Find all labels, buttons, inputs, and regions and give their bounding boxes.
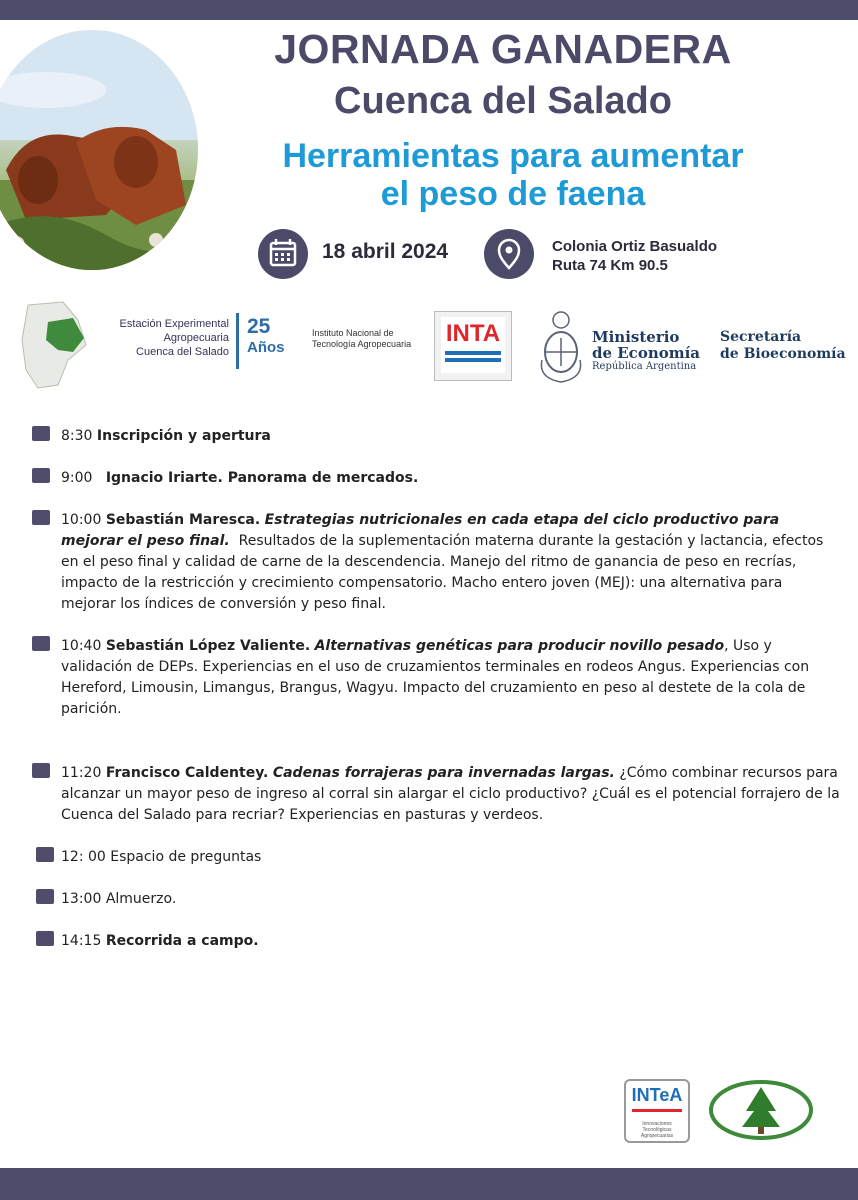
- eea-line-3: Cuenca del Salado: [136, 346, 229, 358]
- agenda-speaker: Sebastián López Valiente.: [105, 638, 311, 654]
- event-region: Cuenca del Salado: [334, 80, 672, 122]
- education-center-logo: [708, 1079, 814, 1141]
- eea-years-word: Años: [247, 339, 285, 356]
- bottom-band: [0, 1168, 858, 1200]
- agenda-talk-title: Estrategias nutricionales en cada etapa del ciclo productivo para mejorar el peso final.: [61, 512, 780, 549]
- bullet-icon: [36, 889, 54, 904]
- agenda-item: [61, 636, 841, 720]
- inta-desc-line-2: Tecnología Agropecuaria: [312, 339, 412, 349]
- agenda-time: 10:00: [61, 512, 102, 528]
- bullet-icon: [32, 636, 50, 651]
- agenda-item: [61, 510, 841, 615]
- agenda-description: , Uso y validación de DEPs. Experiencias en el uso de cruzamientos terminales en rodeos Angus. Experiencias con Hereford, Limousin, Limangus, Brangus, Wagyu. Impacto del cruzamiento en peso al destete de la cola de parición.: [61, 638, 810, 717]
- location-pin-icon: [484, 229, 534, 279]
- agenda-item: [61, 763, 841, 826]
- subtitle-line-1: Herramientas para aumentar: [282, 137, 744, 175]
- agenda-item: [61, 468, 831, 489]
- inta-logo: [434, 311, 512, 381]
- agenda-time: 9:00: [61, 470, 93, 486]
- ministerio-line-1: Ministerio: [592, 328, 680, 346]
- eea-years-number: 25: [247, 315, 271, 338]
- event-date: 18 abril 2024: [322, 240, 449, 263]
- top-band: [0, 0, 858, 20]
- ministerio-line-3: República Argentina: [592, 361, 697, 372]
- bullet-icon: [32, 763, 50, 778]
- inta-logo-text: INTA: [445, 320, 501, 347]
- eea-anniversary: [247, 316, 285, 358]
- secretaria-line-2: de Bioeconomía: [720, 346, 846, 362]
- agenda-title: Almuerzo.: [105, 891, 177, 907]
- agenda-time: 13:00: [61, 891, 102, 907]
- agenda-talk-title: Alternativas genéticas para producir novillo pesado: [314, 638, 725, 654]
- agenda-title: Espacio de preguntas: [110, 849, 262, 865]
- agenda-time: 10:40: [61, 638, 102, 654]
- secretaria-logo-text: [720, 329, 846, 363]
- event-subtitle: [210, 137, 816, 213]
- bullet-icon: [32, 426, 50, 441]
- calendar-icon: [258, 229, 308, 279]
- inta-desc-line-1: Instituto Nacional de: [312, 328, 394, 338]
- eea-line-1: Estación Experimental: [119, 318, 229, 330]
- agenda-speaker: Francisco Caldentey.: [105, 765, 269, 781]
- ministerio-logo-text: [592, 329, 700, 373]
- agenda-title: Ignacio Iriarte. Panorama de mercados.: [105, 470, 419, 486]
- eea-divider: [236, 313, 239, 369]
- agenda-item: [61, 426, 831, 447]
- eea-logo-text: [101, 317, 229, 359]
- event-location: [552, 237, 717, 275]
- inta-description: [312, 328, 411, 350]
- agenda-item: [61, 931, 831, 952]
- agenda-time: 8:30: [61, 428, 93, 444]
- location-line-1: Colonia Ortiz Basualdo: [552, 238, 718, 255]
- agenda-time: 12: 00: [61, 849, 106, 865]
- agenda-item: [61, 847, 831, 868]
- agenda-item: [61, 889, 831, 910]
- intea-subtext: Innovaciones Tecnológicas Agropecuarias: [640, 1121, 674, 1139]
- bullet-icon: [32, 510, 50, 525]
- intea-logo: [624, 1079, 690, 1143]
- subtitle-line-2: el peso de faena: [380, 175, 646, 213]
- bullet-icon: [32, 468, 50, 483]
- agenda-description: ¿Cómo combinar recursos para alcanzar un mayor peso de ingreso al corral sin alargar el ciclo productivo? ¿Cuál es el potencial forrajero de la Cuenca del Salado para recriar? Experiencias en pasturas y verdeos.: [61, 765, 840, 823]
- coat-of-arms-logo: [538, 308, 584, 384]
- eea-line-2: Agropecuaria: [163, 332, 229, 344]
- location-line-2: Ruta 74 Km 90.5: [552, 257, 668, 274]
- ministerio-line-2: de Economía: [592, 344, 701, 362]
- agenda-speaker: Sebastián Maresca.: [105, 512, 261, 528]
- agenda-title: Inscripción y apertura: [96, 428, 271, 444]
- secretaria-line-1: Secretaría: [720, 329, 802, 345]
- agenda-description: Resultados de la suplementación materna durante la gestación y lactancia, efectos en el peso final y calidad de carne de la descendencia. Manejo del ritmo de ganancia de peso en recrías, impacto de la restricción y crecimiento compensatorio. Macho entero joven (MEJ): una alternativa para mejorar los índices de conversión y peso final.: [61, 533, 824, 612]
- bullet-icon: [36, 847, 54, 862]
- agenda-title: Recorrida a campo.: [105, 933, 259, 949]
- agenda-talk-title: Cadenas forrajeras para invernadas largas.: [272, 765, 615, 781]
- agenda-time: 14:15: [61, 933, 102, 949]
- cattle-photo: [0, 30, 198, 270]
- agenda-time: 11:20: [61, 765, 102, 781]
- event-title: JORNADA GANADERA: [274, 26, 732, 72]
- bullet-icon: [36, 931, 54, 946]
- intea-logo-text: INTeA: [631, 1085, 683, 1105]
- cattle-illustration: [0, 30, 198, 270]
- province-map-logo: [18, 300, 92, 390]
